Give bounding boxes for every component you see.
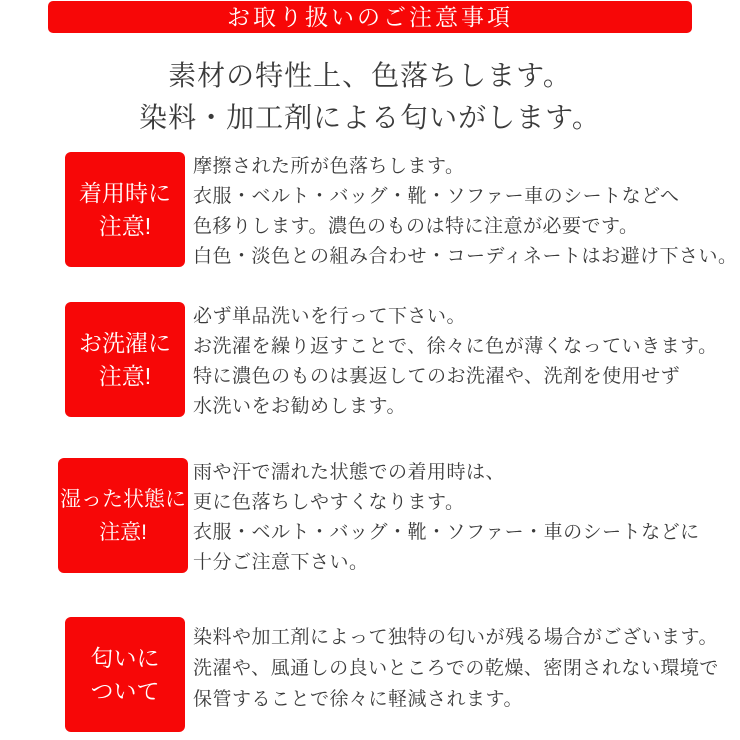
text-line: 染料や加工剤によって独特の匂いが残る場合がございます。 xyxy=(193,627,718,648)
badge-label-line2: 注意! xyxy=(99,520,147,544)
text-line: 保管することで徐々に軽減されます。 xyxy=(193,689,523,710)
section-washing-caution xyxy=(0,302,740,422)
intro-text xyxy=(0,55,740,139)
text-line: 雨や汗で濡れた状態での着用時は、 xyxy=(193,462,506,483)
badge-label-line2: 注意! xyxy=(98,362,152,389)
text-line: 白色・淡色との組み合わせ・コーディネートはお避け下さい。 xyxy=(193,246,738,267)
text-line: 更に色落ちしやすくなります。 xyxy=(193,492,465,513)
text-line: 色移りします。濃色のものは特に注意が必要です。 xyxy=(193,216,639,237)
badge-label-line1: 匂いに xyxy=(90,644,160,671)
wear-caution-badge xyxy=(65,152,185,267)
washing-caution-badge xyxy=(65,302,185,417)
wet-condition-text xyxy=(193,458,733,578)
header-banner xyxy=(48,1,692,33)
text-line: 摩擦された所が色落ちします。 xyxy=(193,156,465,177)
text-line: 水洗いをお勧めします。 xyxy=(193,396,406,417)
text-line: 必ず単品洗いを行って下さい。 xyxy=(193,306,467,327)
badge-label-line1: 湿った状態に xyxy=(60,487,186,511)
text-line: 洗濯や、風通しの良いところでの乾燥、密閉されない環境で xyxy=(193,658,719,679)
header-title: お取り扱いのご注意事項 xyxy=(227,3,513,30)
badge-label-line1: お洗濯に xyxy=(79,329,171,356)
section-wear-caution xyxy=(0,152,740,272)
text-line: 衣服・ベルト・バッグ・靴・ソファー車のシートなどへ xyxy=(193,186,680,207)
text-line: 十分ご注意下さい。 xyxy=(193,552,369,573)
badge-label-line2: 注意! xyxy=(98,212,152,239)
washing-caution-text xyxy=(193,302,733,422)
odor-info-text xyxy=(193,622,733,715)
intro-line-1: 素材の特性上、色落ちします。 xyxy=(168,60,572,91)
text-line: 衣服・ベルト・バッグ・靴・ソファー・車のシートなどに xyxy=(193,522,700,543)
text-line: お洗濯を繰り返すことで、徐々に色が薄くなっていきます。 xyxy=(193,336,718,357)
text-line: 特に濃色のものは裏返してのお洗濯や、洗剤を使用せず xyxy=(193,366,681,387)
section-odor-info xyxy=(0,617,740,737)
wear-caution-text xyxy=(193,152,738,272)
badge-label-line2: ついて xyxy=(90,677,160,704)
odor-info-badge xyxy=(65,617,185,732)
wet-condition-badge xyxy=(58,458,188,573)
section-wet-condition-caution xyxy=(0,458,740,578)
intro-line-2: 染料・加工剤による匂いがします。 xyxy=(139,102,601,133)
badge-label-line1: 着用時に xyxy=(79,179,171,206)
